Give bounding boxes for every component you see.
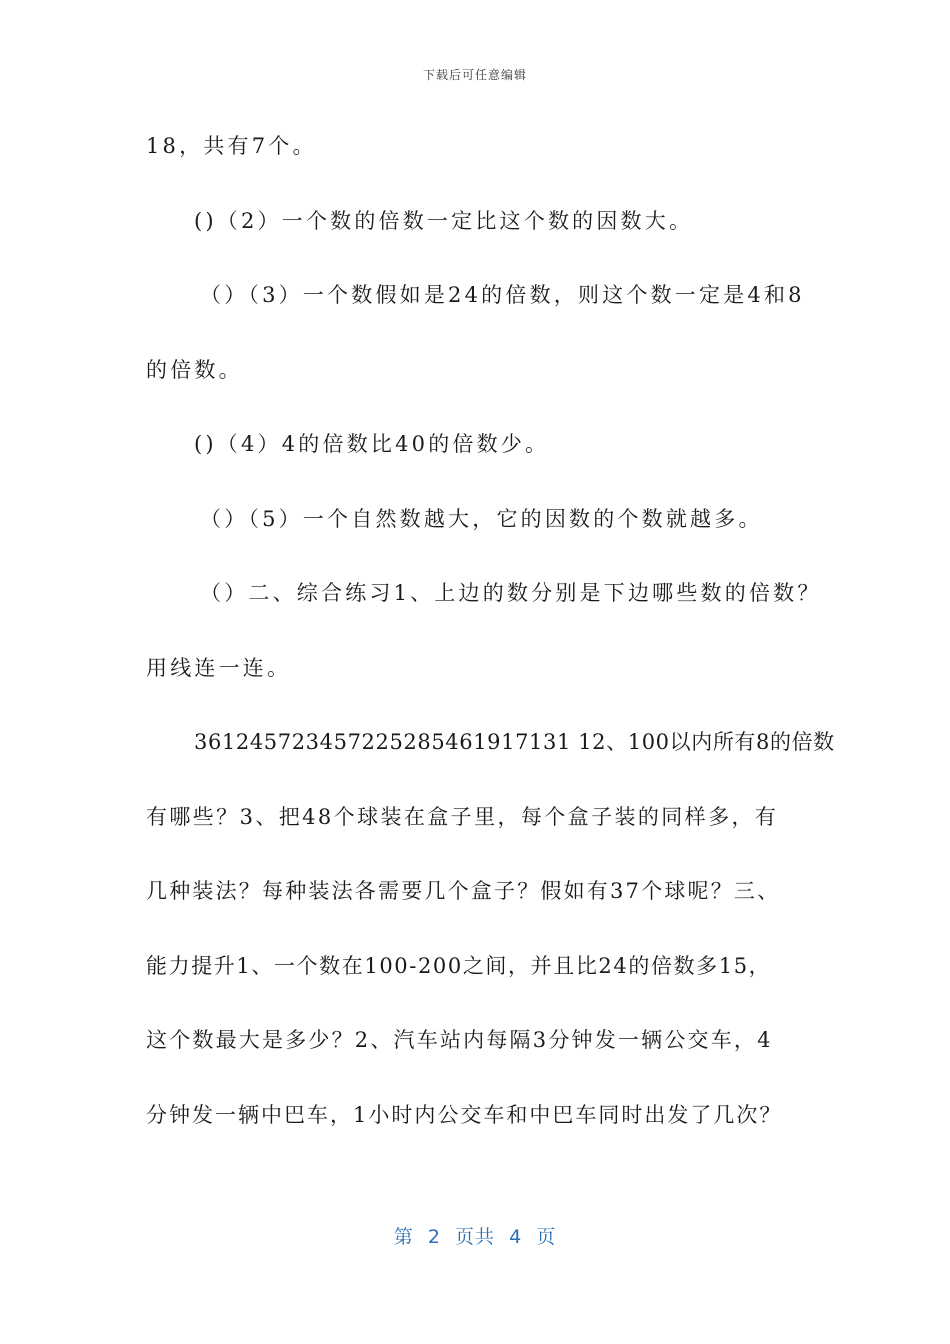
- page-number-footer: 第 2 页共 4 页: [393, 1226, 557, 1248]
- text-line-14: 分钟发一辆中巴车，1小时内公交车和中巴车同时出发了几次？: [146, 1102, 783, 1127]
- text-line-12: 能力提升1、一个数在100-200之间，并且比24的倍数多15，: [146, 953, 772, 978]
- text-line-3: （）（3）一个数假如是24的倍数，则这个数一定是4和8: [200, 283, 805, 307]
- text-line-9: 361245723457225285461917131 12、100以内所有8的倍数: [194, 730, 835, 754]
- text-line-13: 这个数最大是多少？2、汽车站内每隔3分钟发一辆公交车，4: [146, 1028, 773, 1052]
- text-line-8: 用线连一连。: [146, 655, 292, 680]
- text-line-6: （）（5）一个自然数越大，它的因数的个数就越多。: [200, 506, 763, 531]
- text-line-1: 18，共有7个。: [146, 134, 317, 158]
- header-note: 下载后可任意编辑: [422, 68, 527, 82]
- text-line-7: （）二、综合练习1、上边的数分别是下边哪些数的倍数？: [200, 581, 822, 605]
- text-line-4: 的倍数。: [146, 357, 243, 382]
- text-line-10: 有哪些？3、把48个球装在盒子里，每个盒子装的同样多，有: [146, 804, 779, 829]
- text-line-2: ()（2）一个数的倍数一定比这个数的因数大。: [194, 208, 694, 233]
- document-body: [146, 126, 835, 1169]
- text-line-11: 几种装法？每种装法各需要几个盒子？假如有37个球呢？三、: [146, 879, 781, 903]
- text-line-5: ()（4）4的倍数比40的倍数少。: [194, 432, 550, 456]
